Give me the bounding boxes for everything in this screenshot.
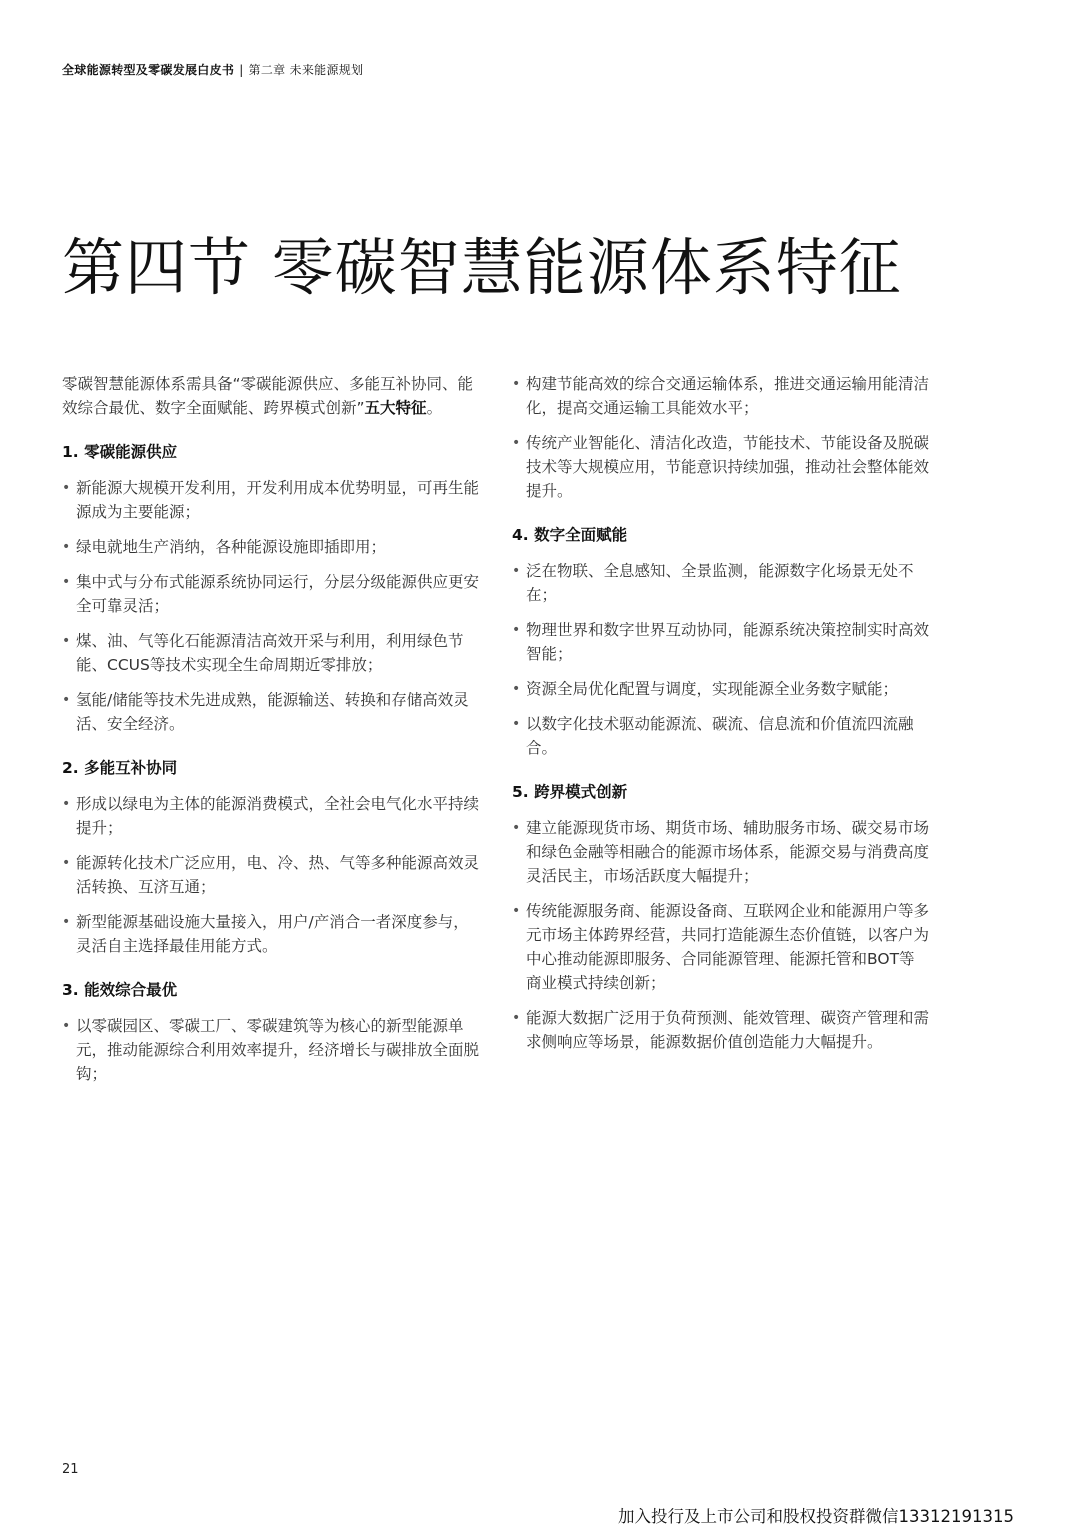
list-item bbox=[62, 688, 480, 736]
section-heading: 1. 零碳能源供应 bbox=[62, 443, 178, 461]
left-sections bbox=[62, 440, 480, 1086]
left-column bbox=[62, 372, 480, 1106]
list-item-text: 集中式与分布式能源系统协同运行，分层分级能源供应更安全可靠灵活； bbox=[76, 573, 480, 615]
bullet-icon: • bbox=[512, 435, 521, 451]
intro-text: 零碳智慧能源体系需具备“零碳能源供应、多能互补协同、能效综合最优、数字全面赋能、跨界模式创新” bbox=[62, 375, 474, 417]
section-heading: 3. 能效综合最优 bbox=[62, 981, 178, 999]
list-item-text: 以数字化技术驱动能源流、碳流、信息流和价值流四流融合。 bbox=[526, 715, 914, 757]
intro-end: 。 bbox=[426, 399, 443, 417]
section-heading: 5. 跨界模式创新 bbox=[512, 783, 628, 801]
bullet-icon: • bbox=[62, 633, 71, 649]
bullet-icon: • bbox=[62, 539, 71, 555]
page-title: 第四节 零碳智慧能源体系特征 bbox=[62, 231, 902, 304]
bullet-icon: • bbox=[512, 820, 521, 836]
list-item-text: 构建节能高效的综合交通运输体系，推进交通运输用能清洁化，提高交通运输工具能效水平； bbox=[526, 375, 930, 417]
intro-bold: 五大特征 bbox=[364, 399, 427, 417]
list-item bbox=[62, 570, 480, 618]
page-number: 21 bbox=[62, 1462, 79, 1477]
running-header bbox=[62, 61, 363, 78]
list-item bbox=[512, 1006, 930, 1054]
bullet-list bbox=[62, 792, 480, 958]
bullet-icon: • bbox=[62, 1018, 71, 1034]
list-item bbox=[62, 792, 480, 840]
intro-paragraph bbox=[62, 372, 480, 420]
bullet-icon: • bbox=[62, 914, 71, 930]
header-separator: | bbox=[239, 63, 244, 77]
list-item bbox=[62, 1014, 480, 1086]
bullet-icon: • bbox=[512, 716, 521, 732]
list-item-text: 新型能源基础设施大量接入，用户/产消合一者深度参与，灵活自主选择最佳用能方式。 bbox=[76, 913, 469, 955]
list-item bbox=[62, 910, 480, 958]
right-sections bbox=[512, 523, 930, 1054]
list-item bbox=[512, 677, 930, 701]
section-heading: 4. 数字全面赋能 bbox=[512, 526, 628, 544]
list-item-text: 物理世界和数字世界互动协同，能源系统决策控制实时高效智能； bbox=[526, 621, 930, 663]
bullet-icon: • bbox=[62, 480, 71, 496]
bullet-icon: • bbox=[512, 903, 521, 919]
list-item bbox=[62, 851, 480, 899]
bullet-icon: • bbox=[512, 622, 521, 638]
list-item-text: 氢能/储能等技术先进成熟，能源输送、转换和存储高效灵活、安全经济。 bbox=[76, 691, 469, 733]
list-item-text: 形成以绿电为主体的能源消费模式，全社会电气化水平持续提升； bbox=[76, 795, 480, 837]
list-item-text: 传统能源服务商、能源设备商、互联网企业和能源用户等多元市场主体跨界经营，共同打造能源生态价值链，以客户为中心推动能源即服务、合同能源管理、能源托管和BOT等商业模式持续创新； bbox=[526, 902, 930, 992]
list-item bbox=[512, 559, 930, 607]
list-item-text: 以零碳园区、零碳工厂、零碳建筑等为核心的新型能源单元，推动能源综合利用效率提升，经济增长与碳排放全面脱钩； bbox=[76, 1017, 480, 1083]
list-item bbox=[512, 899, 930, 995]
list-item bbox=[512, 618, 930, 666]
list-item-text: 建立能源现货市场、期货市场、辅助服务市场、碳交易市场和绿色金融等相融合的能源市场体系，能源交易与消费高度灵活民主，市场活跃度大幅提升； bbox=[526, 819, 930, 885]
right-column bbox=[512, 372, 930, 1074]
bullet-icon: • bbox=[62, 855, 71, 871]
list-item-text: 能源大数据广泛用于负荷预测、能效管理、碳资产管理和需求侧响应等场景，能源数据价值创造能力大幅提升。 bbox=[526, 1009, 930, 1051]
continued-list bbox=[512, 372, 930, 503]
section-heading: 2. 多能互补协同 bbox=[62, 759, 178, 777]
list-item-text: 新能源大规模开发利用，开发利用成本优势明显，可再生能源成为主要能源； bbox=[76, 479, 480, 521]
bullet-icon: • bbox=[512, 681, 521, 697]
chapter-title: 第二章 未来能源规划 bbox=[248, 63, 364, 77]
list-item bbox=[512, 431, 930, 503]
list-item bbox=[512, 712, 930, 760]
footer-note: 加入投行及上市公司和股权投资群微信13312191315 bbox=[618, 1507, 1014, 1526]
bullet-icon: • bbox=[512, 1010, 521, 1026]
book-title: 全球能源转型及零碳发展白皮书 bbox=[62, 63, 235, 77]
list-item bbox=[62, 476, 480, 524]
list-item bbox=[512, 372, 930, 420]
bullet-list bbox=[512, 559, 930, 760]
bullet-list bbox=[62, 476, 480, 736]
list-item-text: 绿电就地生产消纳，各种能源设施即插即用； bbox=[76, 538, 387, 556]
list-item bbox=[512, 816, 930, 888]
list-item-text: 泛在物联、全息感知、全景监测，能源数字化场景无处不在； bbox=[526, 562, 914, 604]
bullet-icon: • bbox=[62, 574, 71, 590]
bullet-list bbox=[62, 1014, 480, 1086]
list-item-text: 传统产业智能化、清洁化改造，节能技术、节能设备及脱碳技术等大规模应用，节能意识持续加强，推动社会整体能效提升。 bbox=[526, 434, 930, 500]
list-item-text: 能源转化技术广泛应用，电、冷、热、气等多种能源高效灵活转换、互济互通； bbox=[76, 854, 480, 896]
bullet-icon: • bbox=[512, 376, 521, 392]
bullet-icon: • bbox=[62, 796, 71, 812]
list-item-text: 煤、油、气等化石能源清洁高效开采与利用，利用绿色节能、CCUS等技术实现全生命周期近零排放； bbox=[76, 632, 464, 674]
bullet-icon: • bbox=[512, 563, 521, 579]
bullet-list bbox=[512, 816, 930, 1054]
list-item bbox=[62, 629, 480, 677]
list-item bbox=[62, 535, 480, 559]
list-item-text: 资源全局优化配置与调度，实现能源全业务数字赋能； bbox=[526, 680, 899, 698]
bullet-icon: • bbox=[62, 692, 71, 708]
